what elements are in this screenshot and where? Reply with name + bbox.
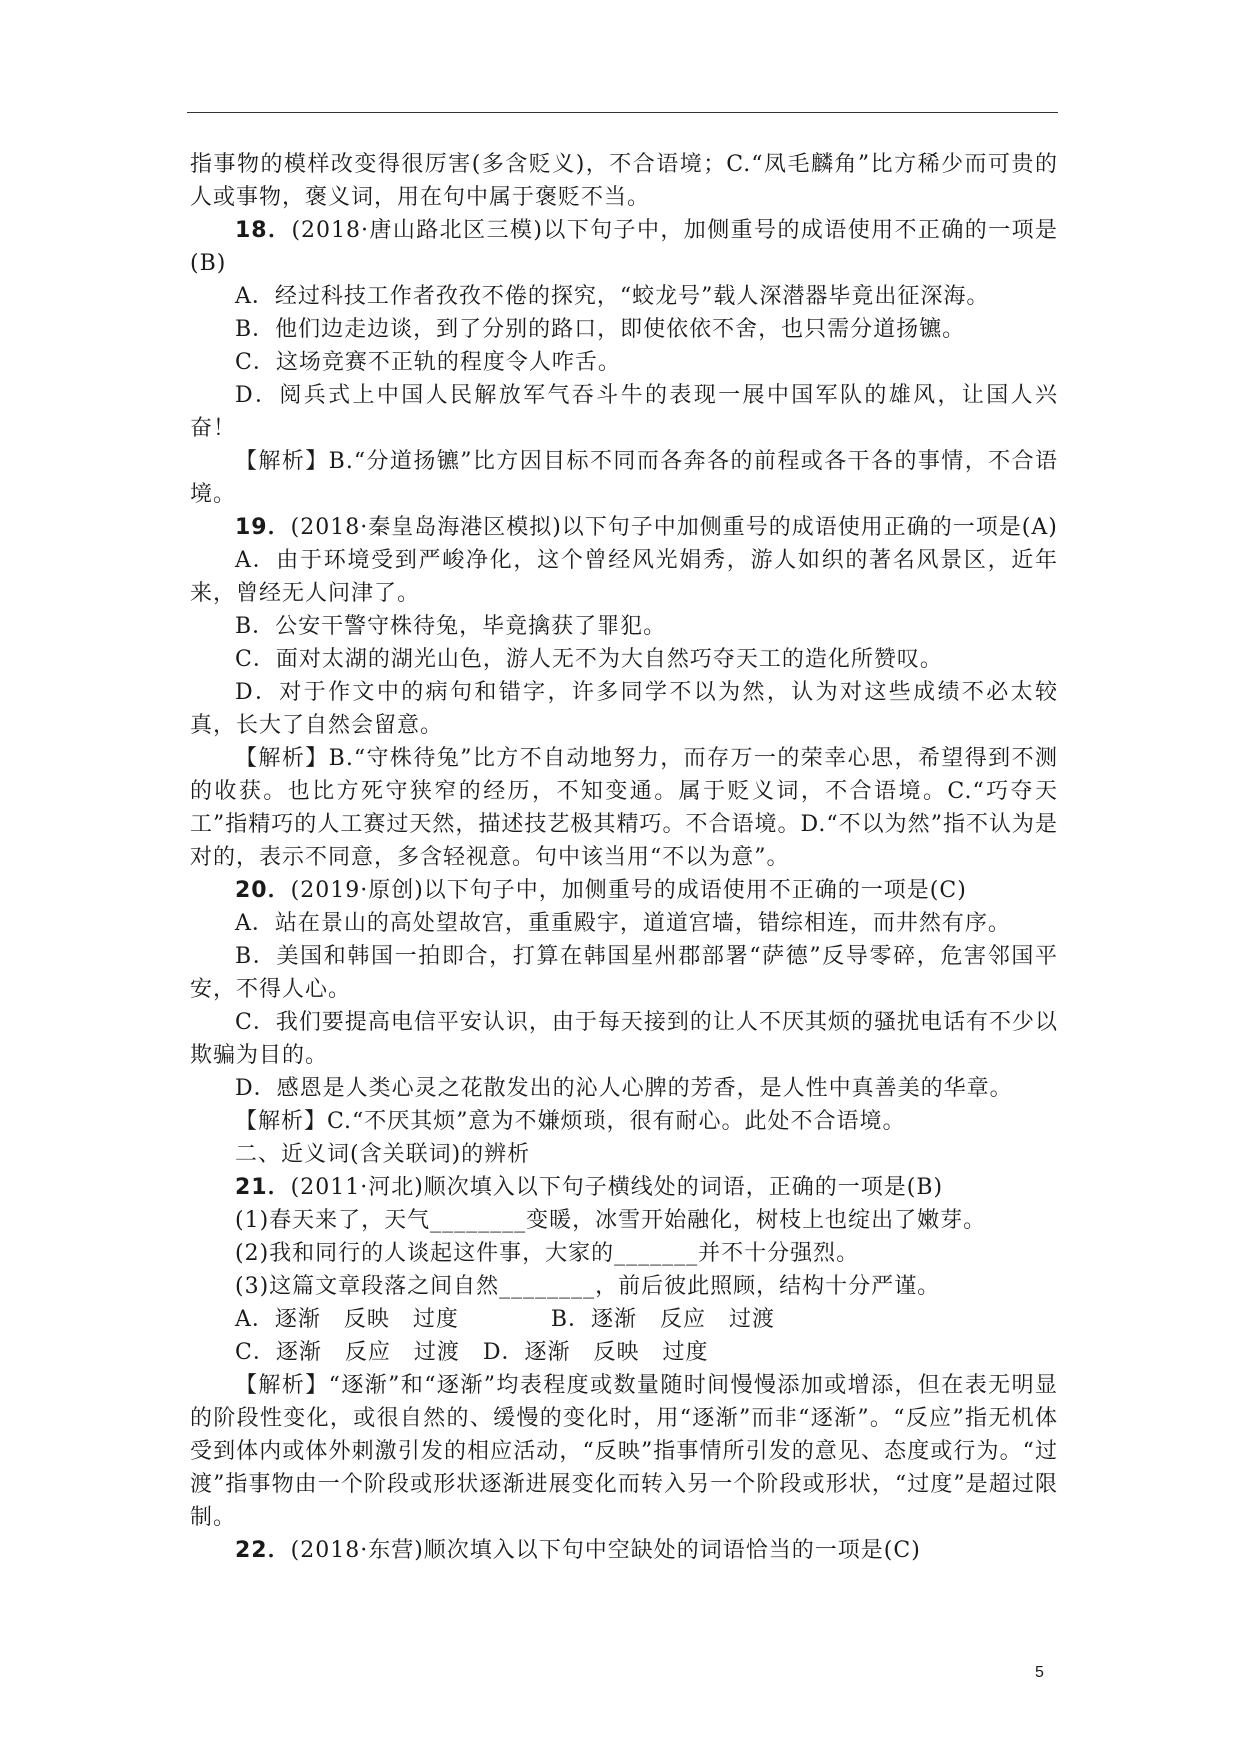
text-paragraph: [190, 1072, 1058, 1105]
paragraph-text: C．面对太湖的湖光山色，游人无不为大自然巧夺天工的造化所赞叹。: [235, 647, 943, 672]
text-paragraph: [190, 148, 1058, 214]
paragraph-text: (3)这篇文章段落之间自然________，前后彼此照顾，结构十分严谨。: [235, 1274, 941, 1299]
question-stem: [190, 214, 1058, 280]
paragraph-text: 【解析】B.“分道扬镳”比方因目标不同而各奔各的前程或各干各的事情，不合语境。: [190, 449, 1058, 507]
text-paragraph: [190, 379, 1058, 445]
paragraph-text: A．由于环境受到严峻净化，这个曾经风光娟秀，游人如织的著名风景区，近年来，曾经无人问津了。: [190, 548, 1058, 606]
paragraph-text: B．公安干警守株待兔，毕竟擒获了罪犯。: [235, 614, 667, 639]
text-paragraph: [190, 313, 1058, 346]
paragraph-text: (2)我和同行的人谈起这件事，大家的_______并不十分强烈。: [235, 1241, 860, 1266]
paragraph-text: 【解析】“逐渐”和“逐渐”均表程度或数量随时间慢慢添加或增添，但在表无明显的阶段性变化，或很自然的、缓慢的变化时，用“逐渐”而非“逐渐”。“反应”指无机体受到体内或体外刺激引发的相应活动，“反映”指事情所引发的意见、态度或行为。“过渡”指事物由一个阶段或形状逐渐进展变化而转入另一个阶段或形状，“过度”是超过限制。: [190, 1373, 1058, 1530]
question-number: 19．: [235, 515, 291, 540]
paragraph-text: C．逐渐 反应 过渡 D．逐渐 反映 过度: [235, 1340, 709, 1365]
analysis-paragraph: [190, 1105, 1058, 1138]
question-stem: [190, 1534, 1058, 1567]
text-paragraph: [190, 346, 1058, 379]
paragraph-text: (2018·唐山路北区三模)以下句子中，加侧重号的成语使用不正确的一项是(B): [190, 218, 1058, 276]
question-number: 18．: [235, 218, 292, 243]
analysis-paragraph: [190, 445, 1058, 511]
paragraph-text: C．这场竞赛不正轨的程度令人咋舌。: [235, 350, 621, 375]
text-paragraph: [190, 1237, 1058, 1270]
paragraph-text: D．阅兵式上中国人民解放军气吞斗牛的表现一展中国军队的雄风，让国人兴奋！: [190, 383, 1058, 441]
paragraph-text: D．对于作文中的病句和错字，许多同学不以为然，认为对这些成绩不必太较真，长大了自然会留意。: [190, 680, 1058, 738]
text-paragraph: [190, 676, 1058, 742]
paragraph-text: A．经过科技工作者孜孜不倦的探究，“蛟龙号”载人深潜器毕竟出征深海。: [235, 284, 990, 309]
paragraph-text: B．美国和韩国一拍即合，打算在韩国星州郡部署“萨德”反导零碎，危害邻国平安，不得人心。: [190, 944, 1058, 1002]
text-paragraph: [190, 1336, 1058, 1369]
text-paragraph: [190, 1006, 1058, 1072]
question-stem: [190, 1171, 1058, 1204]
question-stem: [190, 874, 1058, 907]
text-paragraph: [190, 1270, 1058, 1303]
header-rule: [187, 112, 1058, 113]
paragraph-text: 二、近义词(含关联词)的辨析: [235, 1142, 531, 1167]
paragraph-text: B．他们边走边谈，到了分别的路口，即使依依不舍，也只需分道扬镳。: [235, 317, 966, 342]
text-paragraph: [190, 1303, 1058, 1336]
paragraph-text: (1)春天来了，天气________变暖，冰雪开始融化，树枝上也绽出了嫩芽。: [235, 1208, 987, 1233]
paragraph-text: A．逐渐 反映 过度 B．逐渐 反应 过渡: [235, 1307, 776, 1332]
paragraph-text: 【解析】C.“不厌其烦”意为不嫌烦琐，很有耐心。此处不合语境。: [235, 1109, 906, 1134]
text-paragraph: [190, 610, 1058, 643]
analysis-paragraph: [190, 1369, 1058, 1534]
question-number: 20．: [235, 878, 291, 903]
analysis-paragraph: [190, 742, 1058, 874]
text-paragraph: [190, 1204, 1058, 1237]
paragraph-text: 指事物的模样改变得很厉害(多含贬义)，不合语境；C.“凤毛麟角”比方稀少而可贵的人或事物，褒义词，用在句中属于褒贬不当。: [190, 152, 1058, 210]
text-paragraph: [190, 1138, 1058, 1171]
text-paragraph: [190, 940, 1058, 1006]
paragraph-text: (2011·河北)顺次填入以下句子横线处的词语，正确的一项是(B): [290, 1175, 944, 1200]
text-paragraph: [190, 544, 1058, 610]
document-body: [190, 148, 1058, 1567]
question-number: 22．: [235, 1538, 291, 1563]
text-paragraph: [190, 907, 1058, 940]
paragraph-text: A．站在景山的高处望故宫，重重殿宇，道道宫墙，错综相连，而井然有序。: [235, 911, 1011, 936]
paragraph-text: C．我们要提高电信平安认识，由于每天接到的让人不厌其烦的骚扰电话有不少以欺骗为目的。: [190, 1010, 1058, 1068]
paragraph-text: (2019·原创)以下句子中，加侧重号的成语使用不正确的一项是(C): [290, 878, 967, 903]
paragraph-text: D．感恩是人类心灵之花散发出的沁人心脾的芳香，是人性中真善美的华章。: [235, 1076, 1013, 1101]
page-number: 5: [1035, 1664, 1044, 1681]
paragraph-text: (2018·秦皇岛海港区模拟)以下句子中加侧重号的成语使用正确的一项是(A): [290, 515, 1058, 540]
text-paragraph: [190, 280, 1058, 313]
text-paragraph: [190, 643, 1058, 676]
question-number: 21．: [235, 1175, 291, 1200]
paragraph-text: (2018·东营)顺次填入以下句中空缺处的词语恰当的一项是(C): [290, 1538, 921, 1563]
paragraph-text: 【解析】B.“守株待兔”比方不自动地努力，而存万一的荣幸心思，希望得到不测的收获。也比方死守狭窄的经历，不知变通。属于贬义词，不合语境。C.“巧夺天工”指精巧的人工赛过天然，描述技艺极其精巧。不合语境。D.“不以为然”指不认为是对的，表示不同意，多含轻视意。句中该当用“不以为意”。: [190, 746, 1058, 870]
question-stem: [190, 511, 1058, 544]
